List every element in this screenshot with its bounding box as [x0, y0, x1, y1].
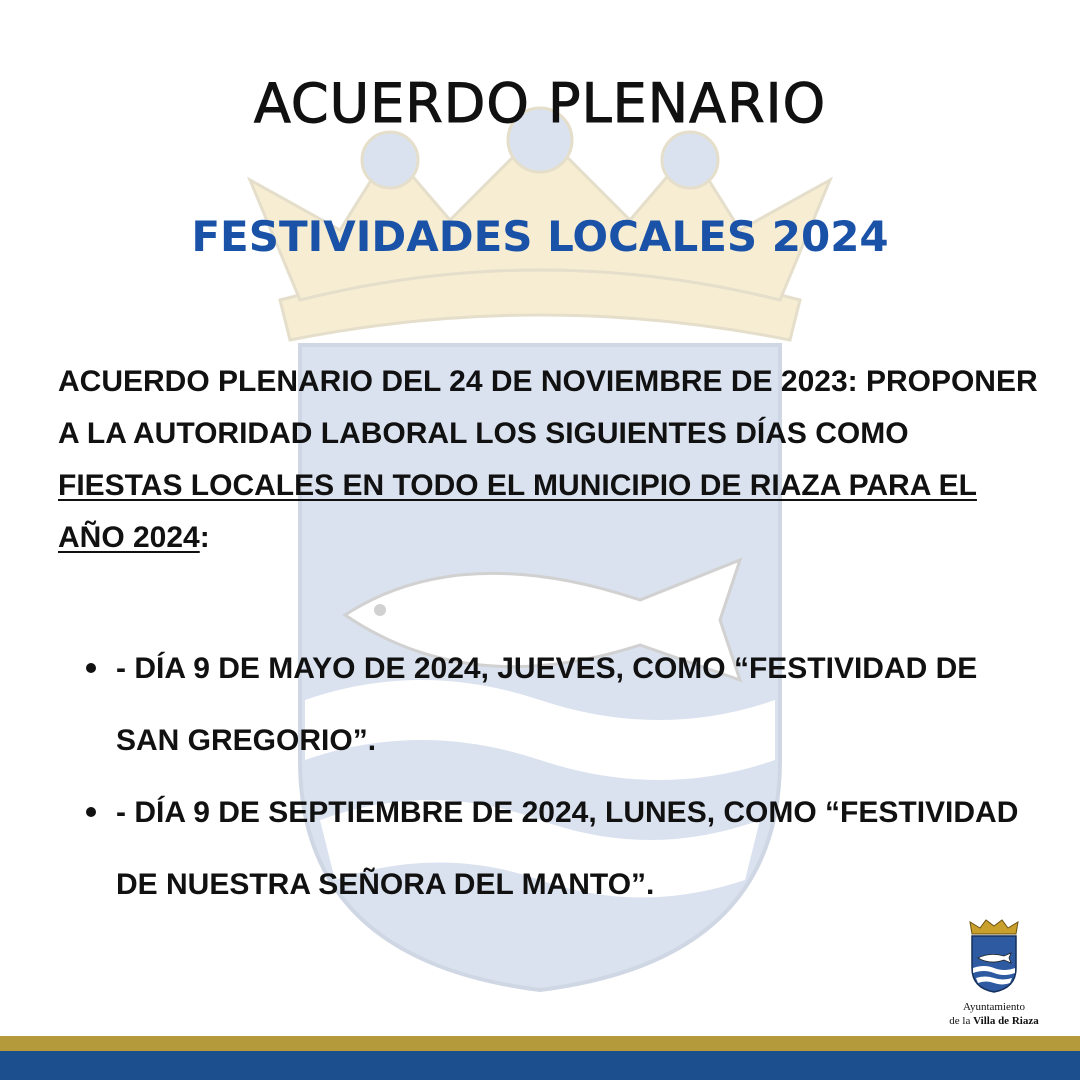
agreement-lead: ACUERDO PLENARIO DEL 24 DE NOVIEMBRE DE 2023: PROPONER A LA AUTORIDAD LABORAL LOS SIGUIENTES DÍAS COMO — [58, 365, 1038, 450]
agreement-underlined: FIESTAS LOCALES EN TODO EL MUNICIPIO DE RIAZA PARA EL AÑO 2024 — [58, 469, 977, 554]
page-subtitle: FESTIVIDADES LOCALES 2024 — [191, 212, 889, 261]
coat-of-arms-icon — [968, 918, 1020, 994]
logo-line-1: Ayuntamiento — [963, 1001, 1025, 1013]
logo-line-2-prefix: de la — [949, 1015, 974, 1027]
agreement-text — [58, 356, 1038, 564]
page-title: ACUERDO PLENARIO — [253, 72, 827, 135]
list-item — [86, 777, 1046, 921]
municipality-logo — [935, 918, 1053, 1028]
agreement-tail: : — [199, 521, 210, 554]
logo-line-2 — [935, 1014, 1053, 1028]
holiday-text: - DÍA 9 DE MAYO DE 2024, JUEVES, COMO “FESTIVIDAD DE SAN GREGORIO”. — [116, 652, 978, 757]
footer-blue-bar — [0, 1051, 1080, 1080]
footer-gold-bar — [0, 1036, 1080, 1051]
bullet-icon — [86, 663, 96, 673]
holiday-text: - DÍA 9 DE SEPTIEMBRE DE 2024, LUNES, COMO “FESTIVIDAD DE NUESTRA SEÑORA DEL MANTO”. — [116, 796, 1019, 901]
holiday-list — [86, 633, 1046, 921]
list-item — [86, 633, 1046, 777]
logo-line-2-bold: Villa de Riaza — [973, 1015, 1039, 1027]
bullet-icon — [86, 807, 96, 817]
logo-caption — [935, 1000, 1053, 1028]
